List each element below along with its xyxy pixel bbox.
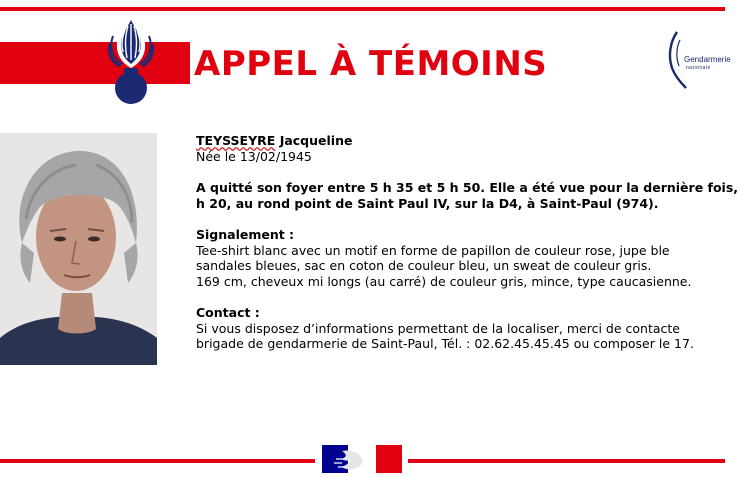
logo-subtitle: nationale [686,65,711,71]
contact-heading: Contact : [196,305,260,320]
title-red-band [0,42,190,84]
portrait-image [0,133,157,365]
description-line-3: 169 cm, cheveux mi longs (au carré) de couleur gris, mince, type caucasienne. [196,273,692,289]
page-title: APPEL À TÉMOINS [194,44,548,84]
contact-line-1: Si vous disposez d’informations permettant de la localiser, merci de contacte [196,320,680,336]
person-name [196,133,725,149]
person-first-name: Jacqueline [279,133,353,148]
gendarmerie-logo [668,30,731,92]
logo-wordmark: Gendarmerie [684,55,731,64]
birth-date: Née le 13/02/1945 [196,148,312,164]
notice-body [196,133,738,352]
flaming-grenade-icon [104,14,158,106]
circumstances-line-1: A quitté son foyer entre 5 h 35 et 5 h 50. Elle a été vue pour la dernière fois, [196,180,738,195]
description-line-2: sandales bleues, sac en coton de couleur bleu, un sweat de couleur gris. [196,258,652,273]
bottom-red-rule-right [408,459,725,463]
person-last-name: TEYSSEYRE [196,133,276,148]
top-red-rule [0,7,725,11]
circumstances-line-2: h 20, au rond point de Saint Paul IV, sur la D4, à Saint-Paul (974). [196,195,659,211]
description-line-1: Tee-shirt blanc avec un motif en forme de papillon de couleur rose, jupe ble [196,242,670,258]
marianne-flag-icon [322,445,402,473]
missing-person-photo [0,133,157,365]
description-heading: Signalement : [196,227,295,242]
bottom-red-rule-left [0,459,315,463]
contact-line-2: brigade de gendarmerie de Saint-Paul, Tél. : 02.62.45.45.45 ou composer le 17. [196,336,694,351]
